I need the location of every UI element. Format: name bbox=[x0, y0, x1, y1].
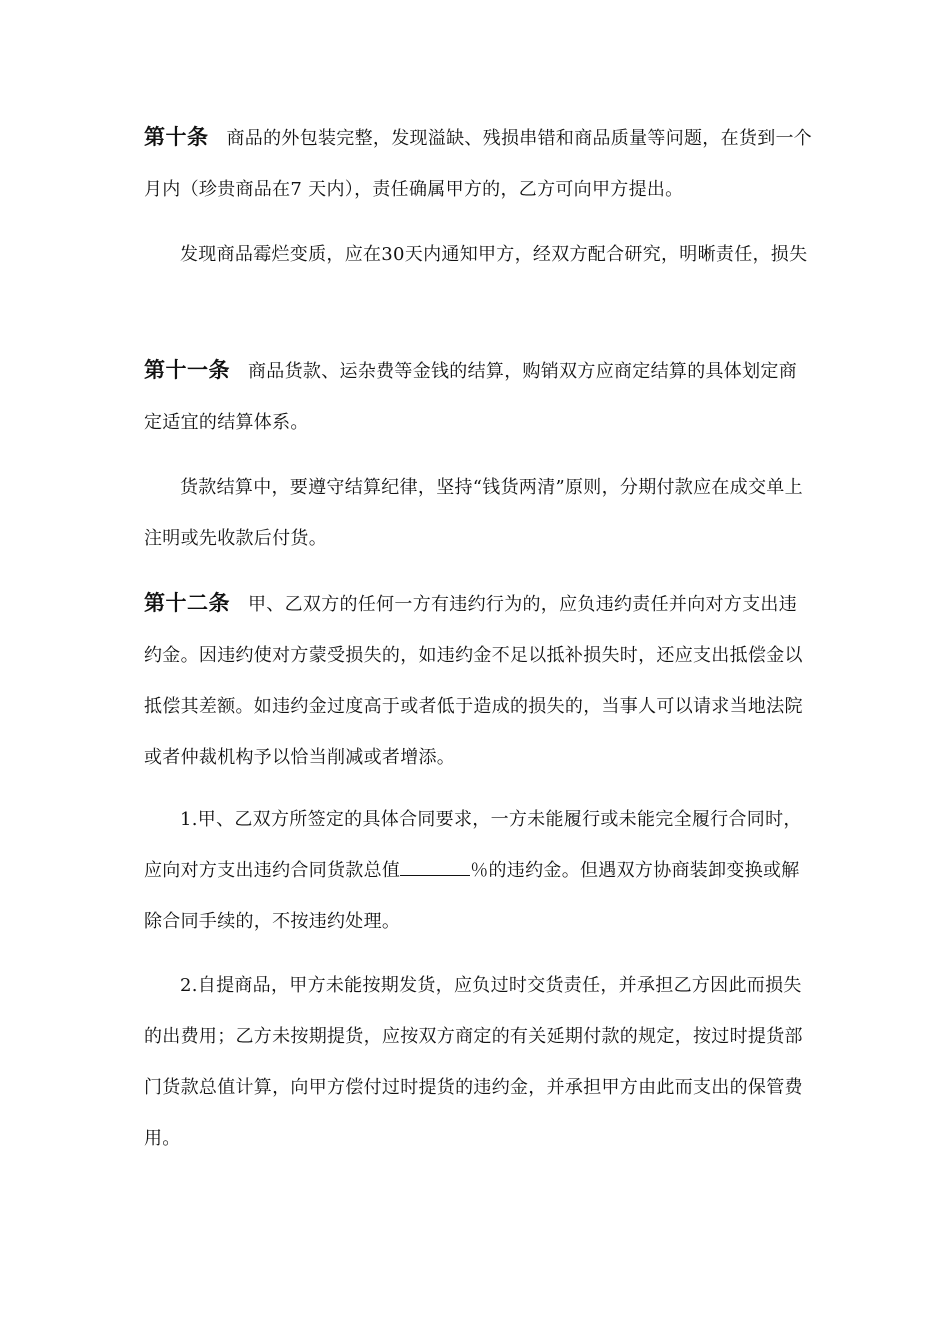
article-11-text: 商品货款、运杂费等金钱的结算，购销双方应商定结算的具体划定商定适宜的结算体系。 bbox=[144, 361, 797, 433]
clause-2: 2.自提商品，甲方未能按期发货，应负过时交货责任，并承担乙方因此而损失的出费用；乙方未按期提货，应按双方商定的有关延期付款的规定，按过时提货部门货款总值计算，向甲方偿付过时提货的违约金，并承担甲方由此而支出的保管费用。 bbox=[144, 975, 803, 1149]
paragraph-mold-notice: 发现商品霉烂变质，应在30天内通知甲方，经双方配合研究，明晰责任，损失 bbox=[180, 244, 808, 265]
article-11 bbox=[144, 345, 814, 448]
article-10-title: 第十条 bbox=[144, 125, 209, 149]
clause-1-text-before: 1.甲、乙双方所签定的具体合同要求，一方未能履行或未能完全履行合同时，应向对方支出违约合同货款总值 bbox=[144, 809, 802, 881]
article-12 bbox=[144, 578, 814, 783]
article-10 bbox=[144, 112, 814, 215]
article-12-title: 第十二条 bbox=[144, 591, 230, 615]
paragraph-settlement: 货款结算中，要遵守结算纪律，坚持“钱货两清”原则，分期付款应在成交单上注明或先收款后付货。 bbox=[144, 477, 803, 549]
article-10-text: 商品的外包装完整，发现溢缺、残损串错和商品质量等问题，在货到一个月内（珍贵商品在7 天内），责任确属甲方的，乙方可向甲方提出。 bbox=[144, 128, 813, 200]
penalty-percent-blank bbox=[400, 857, 470, 876]
article-12-text: 甲、乙双方的任何一方有违约行为的，应负违约责任并向对方支出违约金。因违约使对方蒙受损失的，如违约金不足以抵补损失时，还应支出抵偿金以抵偿其差额。如违约金过度高于或者低于造成的损失的，当事人可以请求当地法院或者仲裁机构予以恰当削减或者增添。 bbox=[144, 594, 803, 768]
article-11-title: 第十一条 bbox=[144, 358, 230, 382]
clause-1-text-after: ％的违约金。但遇双方协商装卸变换或解除合同手续的，不按违约处理。 bbox=[144, 860, 800, 932]
clause-1 bbox=[144, 794, 814, 947]
